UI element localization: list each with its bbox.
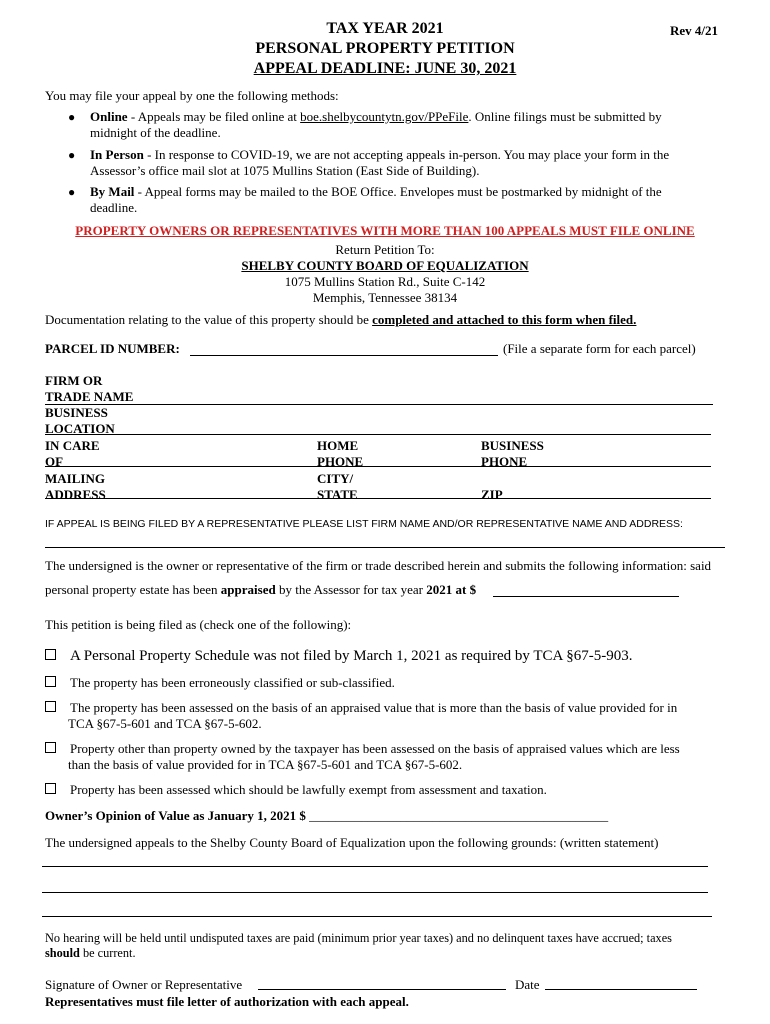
city-state-label-line2: STATE xyxy=(317,487,358,499)
tax-year-value: 2021 xyxy=(426,582,453,597)
option-text: The property has been assessed on the basis of an appraised value that is more than the basis of value provided for in xyxy=(70,700,678,715)
appraised-text: personal property estate has been xyxy=(45,582,221,597)
option-text: A Personal Property Schedule was not filed by March 1, 2021 as required by TCA §67-5-903. xyxy=(70,648,633,664)
method-online-line2: midnight of the deadline. xyxy=(90,125,221,140)
form-title-petition: PERSONAL PROPERTY PETITION xyxy=(255,40,515,57)
documentation-emphasis: completed and attached to this form when filed. xyxy=(372,312,637,327)
method-mail-line2: deadline. xyxy=(90,200,138,215)
business-location-label-line2: LOCATION xyxy=(45,421,115,436)
date-field[interactable] xyxy=(545,989,697,990)
option-other-property-line2: than the basis of value provided for in TCA §67-5-601 and TCA §67-5-602. xyxy=(68,757,463,772)
city-state-label-line1: CITY/ xyxy=(317,471,354,486)
opinion-of-value xyxy=(45,808,608,824)
methods-intro: You may file your appeal by one the following methods: xyxy=(45,88,339,103)
board-name: SHELBY COUNTY BOARD OF EQUALIZATION xyxy=(241,258,529,273)
method-online-text-cont: . Online filings must be submitted by xyxy=(468,109,662,124)
grounds-statement: The undersigned appeals to the Shelby County Board of Equalization upon the following grounds: (written statement) xyxy=(45,835,659,850)
representative-note: IF APPEAL IS BEING FILED BY A REPRESENTATIVE PLEASE LIST FIRM NAME AND/OR REPRESENTATIVE NAME AND ADDRESS: xyxy=(45,518,683,530)
revision-label: Rev 4/21 xyxy=(670,23,719,38)
signature-label: Signature of Owner or Representative xyxy=(45,977,243,992)
method-online xyxy=(90,109,662,125)
parcel-id-label: PARCEL ID NUMBER: xyxy=(45,341,180,356)
date-label: Date xyxy=(515,977,540,992)
method-inperson-label: In Person xyxy=(90,147,144,162)
opinion-of-value-label: Owner’s Opinion of Value as January 1, 2021 $ xyxy=(45,808,306,823)
board-city: Memphis, Tennessee 38134 xyxy=(312,290,458,305)
appraised-statement xyxy=(45,582,476,598)
representative-field[interactable] xyxy=(45,547,725,548)
checkbox[interactable] xyxy=(45,649,56,660)
parcel-id-field[interactable] xyxy=(190,355,498,356)
firm-name-label-line1: FIRM OR xyxy=(45,373,103,388)
checkbox[interactable] xyxy=(45,676,56,687)
mailing-address-field-row[interactable] xyxy=(45,498,711,499)
method-inperson-text: - In response to COVID-19, we are not accepting appeals in-person. You may place your form in the xyxy=(143,147,670,162)
method-mail-label: By Mail xyxy=(90,184,135,199)
method-mail xyxy=(90,184,662,200)
home-phone-label xyxy=(317,438,397,468)
documentation-text: Documentation relating to the value of this property should be xyxy=(45,312,373,327)
city-state-label xyxy=(317,471,397,499)
firm-name-label-line2: TRADE NAME xyxy=(45,389,134,404)
method-online-text: - Appeals may be filed online at xyxy=(127,109,301,124)
firm-name-label xyxy=(45,373,155,405)
signature-field[interactable] xyxy=(258,989,506,990)
home-phone-label-line1: HOME xyxy=(317,438,359,453)
checkbox[interactable] xyxy=(45,701,56,712)
undersigned-statement: The undersigned is the owner or representative of the firm or trade described herein and submits the following information: said xyxy=(45,558,712,573)
business-phone-label xyxy=(481,438,571,468)
option-erroneously-classified[interactable] xyxy=(45,675,395,691)
grounds-line-3[interactable] xyxy=(42,916,712,917)
option-text: The property has been erroneously classified or sub-classified. xyxy=(70,675,395,690)
appraised-emphasis: appraised xyxy=(220,582,276,597)
business-location-label xyxy=(45,405,155,437)
mailing-address-label-line2: ADDRESS xyxy=(45,487,106,499)
online-filing-link[interactable]: boe.shelbycountytn.gov/PPeFile xyxy=(300,109,469,124)
method-inperson-line2: Assessor’s office mail slot at 1075 Mullins Station (East Side of Building). xyxy=(90,163,480,178)
checkbox[interactable] xyxy=(45,783,56,794)
grounds-line-2[interactable] xyxy=(42,892,708,893)
method-online-label: Online xyxy=(90,109,128,124)
opinion-of-value-field[interactable]: ______________________________________________ xyxy=(305,808,609,823)
zip-label-text: ZIP xyxy=(481,487,503,499)
option-other-property[interactable] xyxy=(45,741,680,757)
option-schedule-not-filed[interactable] xyxy=(45,648,633,665)
documentation-note xyxy=(45,312,636,328)
method-mail-text: - Appeal forms may be mailed to the BOE Office. Envelopes must be postmarked by midnight of the xyxy=(134,184,662,199)
business-phone-label-line1: BUSINESS xyxy=(481,438,544,453)
authorization-note: Representatives must file letter of authorization with each appeal. xyxy=(45,994,409,1009)
bullet-icon: ● xyxy=(68,148,76,162)
mailing-address-label xyxy=(45,471,155,499)
option-text: Property other than property owned by the taxpayer has been assessed on the basis of appraised values which are less xyxy=(70,741,680,756)
business-location-field[interactable] xyxy=(45,434,711,435)
option-exempt[interactable] xyxy=(45,782,547,798)
hearing-emphasis: should xyxy=(45,946,80,960)
form-title-tax-year: TAX YEAR 2021 xyxy=(326,20,444,37)
method-inperson xyxy=(90,147,669,163)
option-text: Property has been assessed which should be lawfully exempt from assessment and taxation. xyxy=(70,782,547,797)
appraised-value-field[interactable] xyxy=(493,596,679,597)
in-care-of-label-line2: OF xyxy=(45,454,64,468)
bullet-icon: ● xyxy=(68,185,76,199)
business-location-label-line1: BUSINESS xyxy=(45,405,108,420)
home-phone-label-line2: PHONE xyxy=(317,454,364,468)
option-appraised-more-line2: TCA §67-5-601 and TCA §67-5-602. xyxy=(68,716,262,731)
hearing-text: be current. xyxy=(79,946,136,960)
return-label: Return Petition To: xyxy=(335,242,435,257)
board-street: 1075 Mullins Station Rd., Suite C-142 xyxy=(284,274,486,289)
form-title-deadline: APPEAL DEADLINE: JUNE 30, 2021 xyxy=(253,60,517,77)
tax-year-text: by the Assessor for tax year xyxy=(275,582,427,597)
parcel-note: (File a separate form for each parcel) xyxy=(503,341,696,356)
online-filing-warning: PROPERTY OWNERS OR REPRESENTATIVES WITH MORE THAN 100 APPEALS MUST FILE ONLINE xyxy=(75,223,695,238)
grounds-line-1[interactable] xyxy=(42,866,708,867)
checkbox[interactable] xyxy=(45,742,56,753)
hearing-note: No hearing will be held until undisputed taxes are paid (minimum prior year taxes) and no delinquent taxes have accrued; taxes xyxy=(45,931,672,945)
bullet-icon: ● xyxy=(68,110,76,124)
business-phone-label-line2: PHONE xyxy=(481,454,528,468)
in-care-of-label-line1: IN CARE xyxy=(45,438,100,453)
in-care-of-label xyxy=(45,438,155,468)
care-phone-field-row[interactable] xyxy=(45,466,711,467)
petition-intro: This petition is being filed as (check one of the following): xyxy=(45,617,352,632)
appraised-dollar: at $ xyxy=(452,582,477,597)
option-appraised-more[interactable] xyxy=(45,700,677,716)
mailing-address-label-line1: MAILING xyxy=(45,471,105,486)
hearing-note-line2 xyxy=(45,946,136,961)
